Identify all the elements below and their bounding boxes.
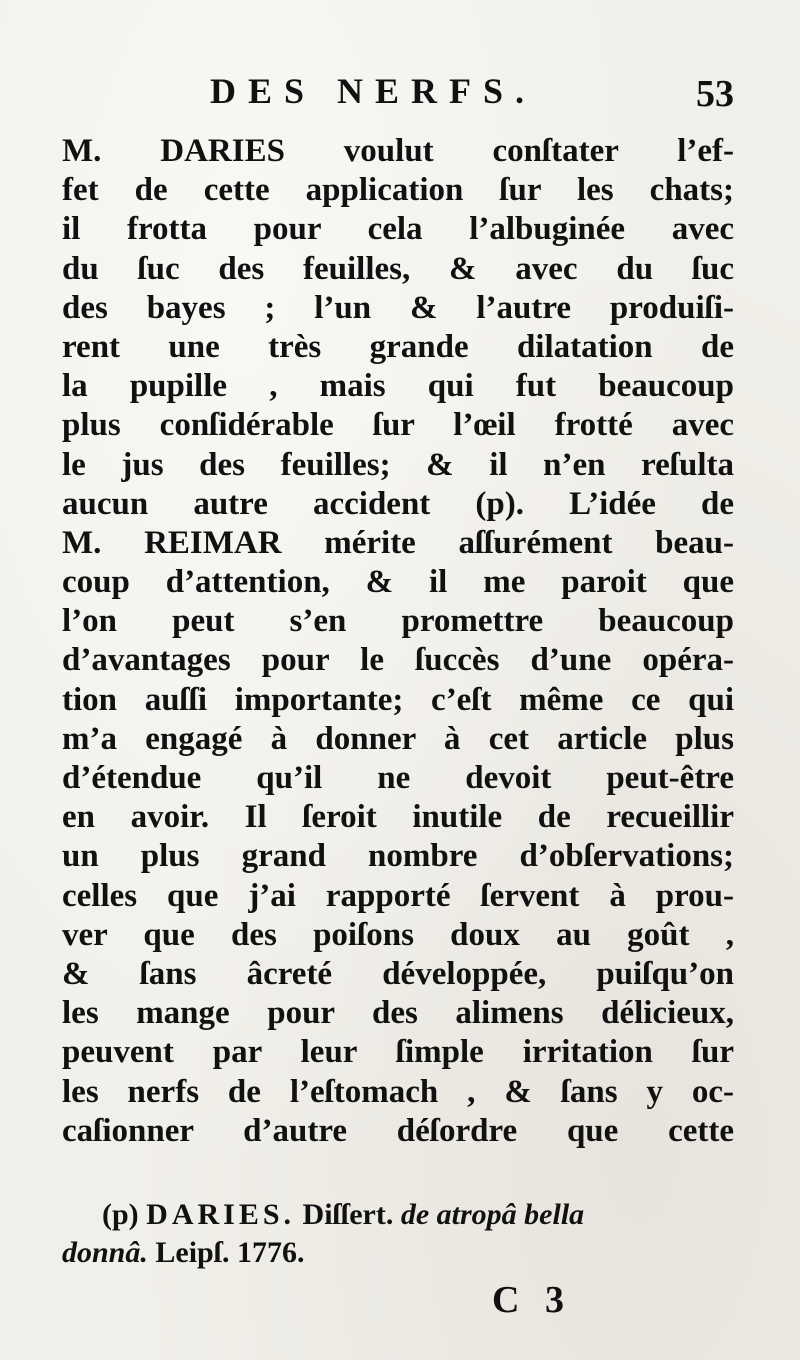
text-line: la pupille , mais qui fut beaucoup xyxy=(62,368,734,405)
text-line: fet de cette application ſur les chats; xyxy=(62,172,734,209)
signature-mark: C 3 xyxy=(492,1279,572,1321)
text-line: il frotta pour cela l’albuginée avec xyxy=(62,211,734,248)
text-line: rent une très grande dilatation de xyxy=(62,328,734,365)
text-line: les mange pour des alimens délicieux, xyxy=(62,995,734,1032)
footnote-line xyxy=(62,1196,734,1234)
text-line: des bayes ; l’un & l’autre produiſi- xyxy=(62,289,734,326)
text-line: & ſans âcreté développée, puiſqu’on xyxy=(62,955,734,992)
text-line: l’on peut s’en promettre beaucoup xyxy=(62,603,734,640)
text-line: le jus des feuilles; & il n’en reſulta xyxy=(62,446,734,483)
text-line: un plus grand nombre d’obſervations; xyxy=(62,838,734,875)
text-line: tion auſſi importante; c’eſt même ce qui xyxy=(62,681,734,718)
footnote-line xyxy=(62,1234,734,1272)
text-line: peuvent par leur ſimple irritation ſur xyxy=(62,1034,734,1071)
text-line: M. DARIES voulut conſtater l’ef- xyxy=(62,133,734,169)
text-line: coup d’attention, & il me paroit que xyxy=(62,564,734,601)
footnote-marker: (p) xyxy=(102,1198,139,1231)
text-line: m’a engagé à donner à cet article plus xyxy=(62,720,734,757)
text-line: M. REIMAR mérite aſſurément beau- xyxy=(62,524,734,561)
text-line: celles que j’ai rapporté ſervent à prou- xyxy=(62,877,734,914)
main-text xyxy=(62,132,734,1151)
text-line: d’étendue qu’il ne devoit peut-être xyxy=(62,760,734,796)
footnote xyxy=(62,1196,734,1272)
running-title: DES NERFS. xyxy=(210,71,537,111)
footnote-author: DARIES. xyxy=(146,1198,296,1231)
text-line: d’avantages pour le ſuccès d’une opéra- xyxy=(62,642,734,679)
text-line: les nerfs de l’eſtomach , & ſans y oc- xyxy=(62,1073,734,1110)
footnote-place-date: Leipſ. 1776. xyxy=(155,1236,305,1269)
footnote-title-italic-2: donnâ. xyxy=(62,1236,148,1269)
page-header xyxy=(60,70,740,120)
text-line: aucun autre accident (p). L’idée de xyxy=(62,485,734,522)
text-line: ver que des poiſons doux au goût , xyxy=(62,916,734,953)
text-line: caſionner d’autre déſordre que cette xyxy=(62,1112,734,1149)
footnote-title-start: Diſſert. xyxy=(302,1198,394,1231)
text-line: en avoir. Il ſeroit inutile de recueillir xyxy=(62,799,734,836)
text-line: du ſuc des feuilles, & avec du ſuc xyxy=(62,250,734,287)
footnote-title-italic: de atropâ bella xyxy=(400,1198,585,1231)
page-number: 53 xyxy=(696,73,734,115)
text-line: plus conſidérable ſur l’œil frotté avec xyxy=(62,407,734,444)
